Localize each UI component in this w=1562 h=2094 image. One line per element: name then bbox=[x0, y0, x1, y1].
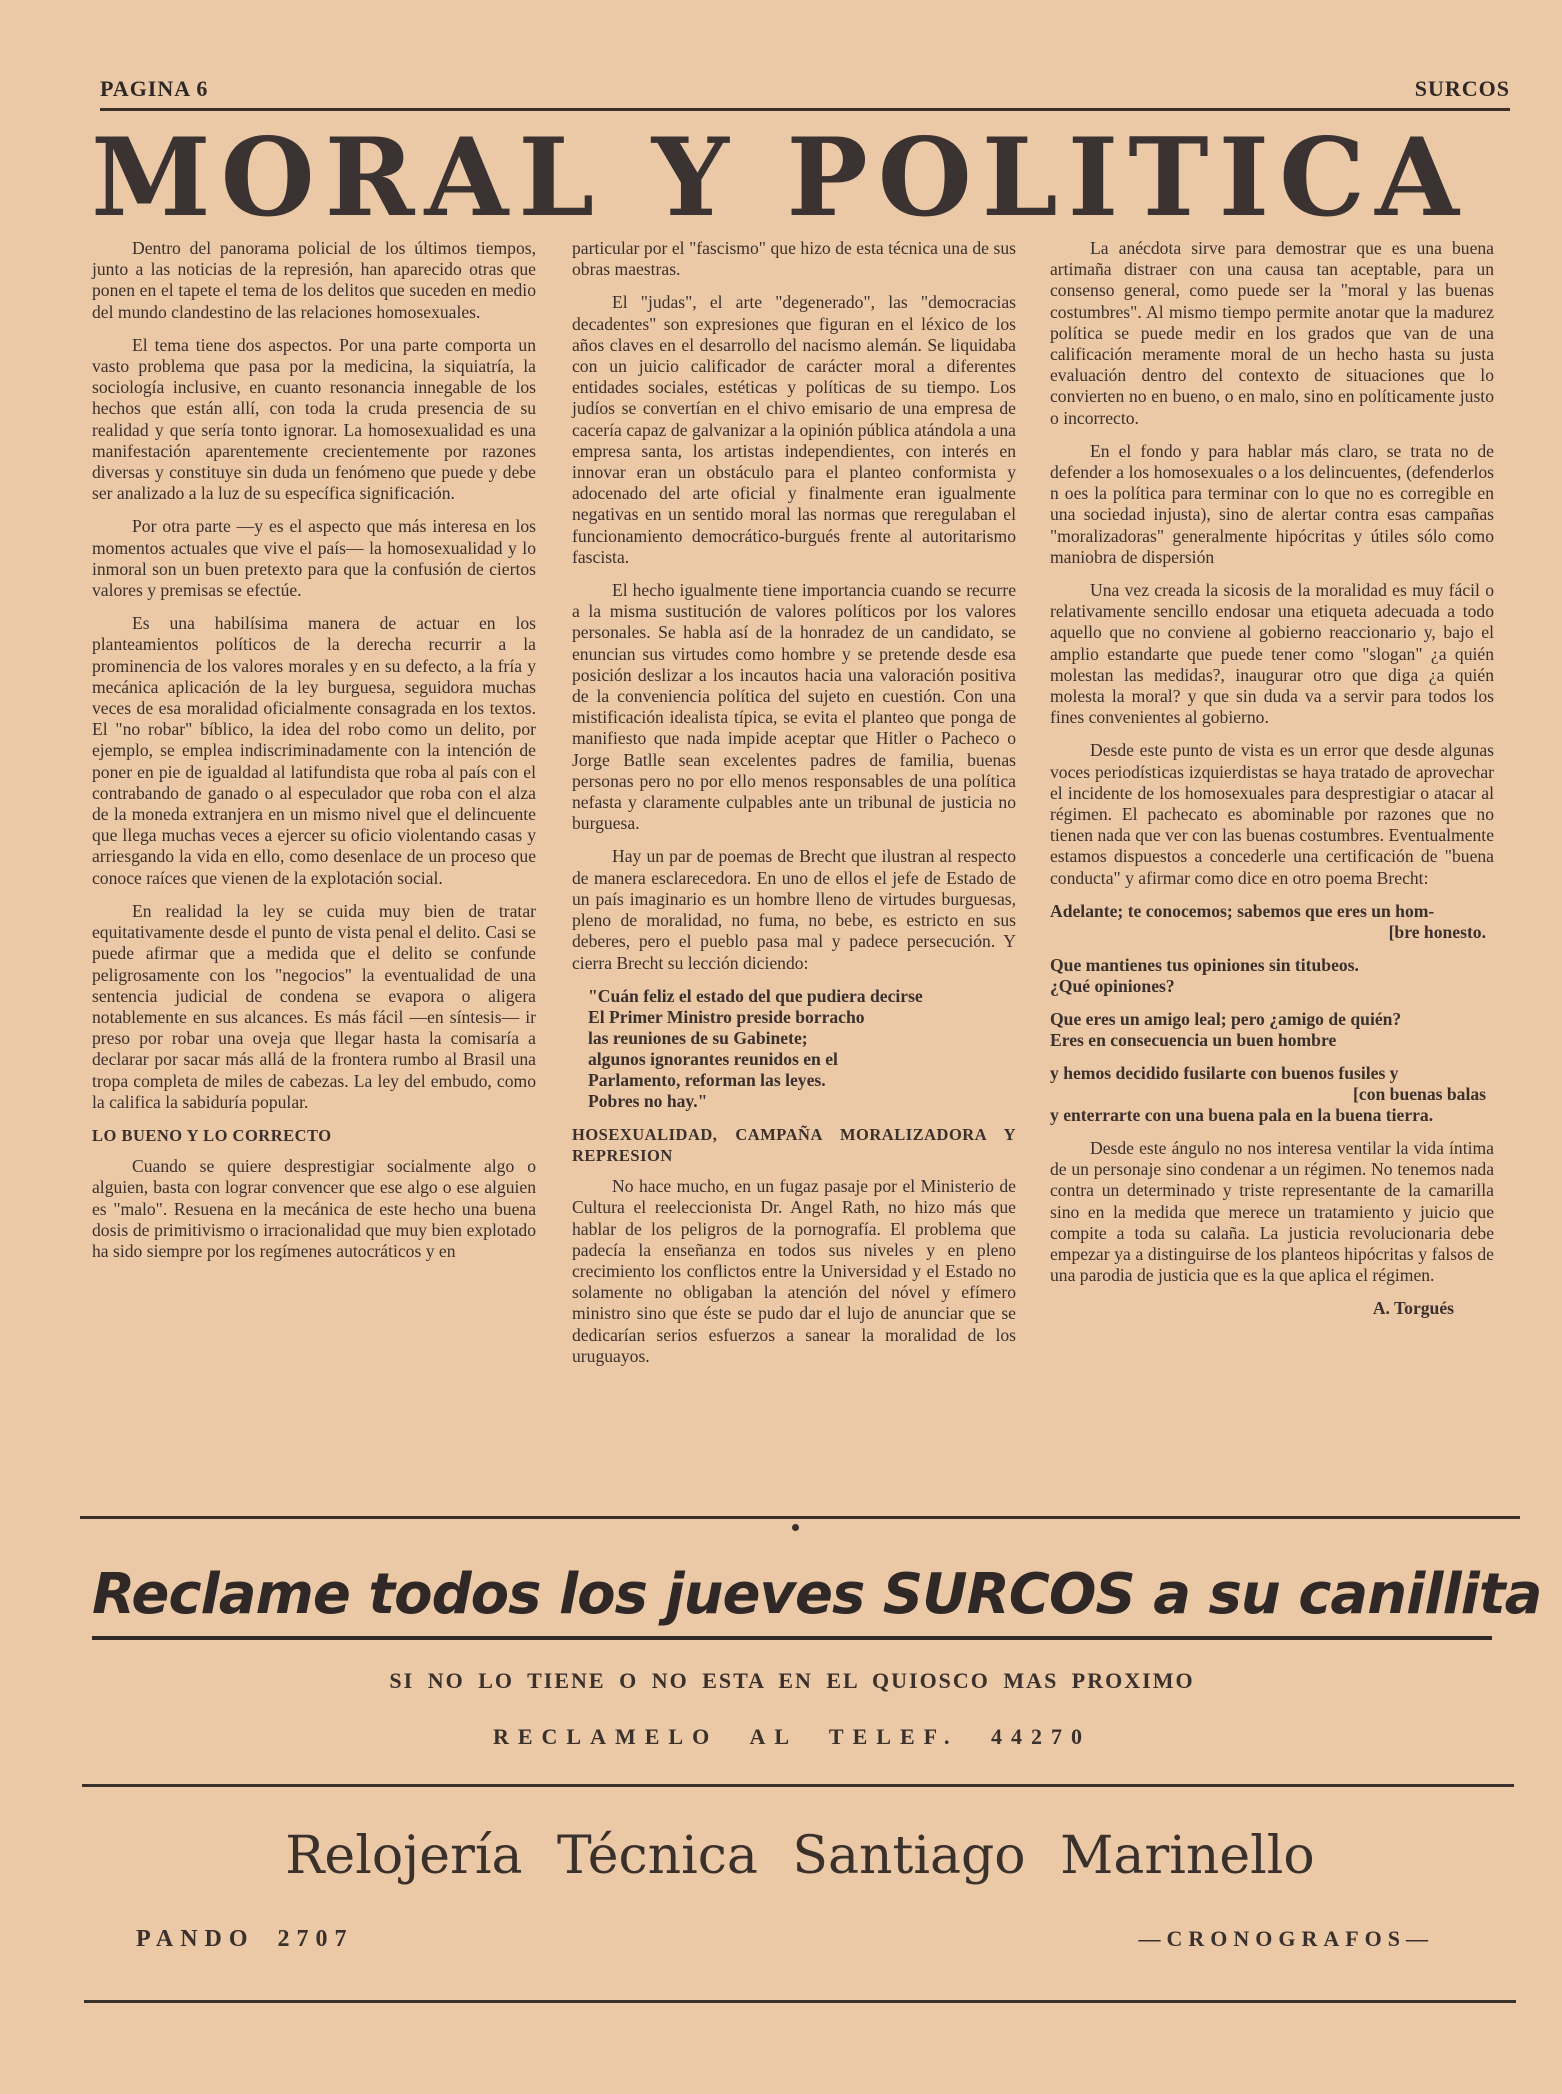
section-divider bbox=[80, 1516, 1520, 1519]
surcos-ad-underline bbox=[92, 1636, 1492, 1640]
paragraph: Hay un par de poemas de Brecht que ilustran al respecto de manera esclarecedora. En uno de ellos el jefe de Estado de un país imaginario es un hombre lleno de virtudes burguesas, pleno de moralidad, no fuma, no bebe, es estricto en sus deberes, pero el pueblo pasa mal y padece persecución. Y cierra Brecht su lección diciendo: bbox=[572, 846, 1016, 973]
article-title: MORAL Y POLITICA bbox=[91, 115, 1469, 241]
paragraph: Es una habilísima manera de actuar en los planteamientos políticos de la derecha recurrir a la prominencia de los valores morales y en su defecto, a la fría y mecánica aplicación de la ley burguesa, seguidora muchas veces de esa moralidad oficialmente consagrada en los textos. El "no robar" bíblico, la idea del robo como un delito, por ejemplo, se emplea indiscriminadamente con la intención de poner en pie de igualdad al latifundista que roba al país con el contrabando de ganado o al especulador que roba con el alza de la moneda extranjera en un mismo nivel que el delincuente que llega muchas veces a ejercer su oficio violentando casas y arriesgando la vida en ello, como desenlace de un proceso que conoce raíces que vienen de la explotación social. bbox=[92, 613, 536, 888]
paragraph: Desde este punto de vista es un error que desde algunas voces periodísticas izquierdistas se haya tratado de aprovechar el incidente de los homosexuales para desprestigiar o atacar al régimen. El pachecato es abominable por razones que no tienen nada que ver con las buenas costumbres. Eventualmente estamos dispuestos a concederle una certificación de "buena conducta" y afirmar como dice en otro poema Brecht: bbox=[1050, 740, 1494, 888]
publication-name: SURCOS bbox=[1414, 76, 1510, 101]
article-column-1 bbox=[92, 238, 536, 1478]
poem-line: Pobres no hay." bbox=[588, 1090, 708, 1111]
paragraph: En el fondo y para hablar más claro, se trata no de defender a los homosexuales o a los delincuentes, (defenderlos n oes la política para terminar con lo que no es corregible en una sociedad injusta), sino de alertar contra esas campañas "moralizadoras" generalmente hipócritas y útiles sólo como maniobra de dispersión bbox=[1050, 440, 1494, 567]
verse-continuation: Eres en consecuencia un buen hombre bbox=[1050, 1029, 1337, 1050]
paragraph: El hecho igualmente tiene importancia cuando se recurre a la misma sustitución de valores políticos por los valores personales. Se habla así de la honradez de un candidato, se enuncian sus virtudes como hombre y se pretende desde esa posición deslizar a los incautos hacia una valoración positiva de la conveniencia política del sujeto en cuestión. Con una mistificación idealista típica, se evita el planteo que ponga de manifiesto que nada impide aceptar que Hitler o Pacheco o Jorge Batlle sean excelentes padres de familia, buenas personas pero no por ello menos responsables de una política nefasta y claramente culpables ante un tribunal de justicia no burguesa. bbox=[572, 580, 1016, 834]
page-number: PAGINA 6 bbox=[100, 76, 209, 101]
verse-line: Que eres un amigo leal; pero ¿amigo de quién? bbox=[1050, 1008, 1402, 1029]
verse-continuation: [bre honesto. bbox=[1388, 921, 1486, 942]
surcos-ad-headline: Reclame todos los jueves SURCOS a su canillita bbox=[92, 1562, 1542, 1627]
paragraph: La anécdota sirve para demostrar que es una buena artimaña distraer con una causa tan aceptable, para un consenso general, como puede ser la "moral y las buenas costumbres". Al mismo tiempo permite anotar que la madurez política se puede medir en los grados que van de una calificación meramente moral de un hecho hasta su justa evaluación dentro del contexto de situaciones que lo convierten no en bueno, o en malo, sino en políticamente justo o incorrecto. bbox=[1050, 238, 1494, 428]
header-rule bbox=[100, 108, 1510, 111]
paragraph: No hace mucho, en un fugaz pasaje por el Ministerio de Cultura el reeleccionista Dr. Angel Rath, no hizo más que hablar de los peligros de la pornografía. El problema que padecía la enseñanza en todos sus niveles y en pleno crecimiento los conflictos entre la Universidad y el Estado no solamente no obligaban la atención del nóvel y efímero ministro sino que éste se pudo dar el lujo de anunciar que se dedicarían serios esfuerzos a sanear la moralidad de los uruguayos. bbox=[572, 1176, 1016, 1366]
brecht-verse bbox=[1050, 1105, 1494, 1126]
bottom-rule bbox=[84, 2000, 1516, 2003]
verse-continuation: [con buenas balas bbox=[1353, 1083, 1486, 1104]
article-column-3 bbox=[1050, 238, 1494, 1478]
verse-line: y enterrarte con una buena pala en la buena tierra. bbox=[1050, 1104, 1434, 1125]
verse-line: y hemos decidido fusilarte con buenos fusiles y bbox=[1050, 1062, 1399, 1083]
paragraph: Por otra parte —y es el aspecto que más interesa en los momentos actuales que vive el país— la homosexualidad y lo inmoral son un buen pretexto para que la confusión de ciertos valores y premisas se efectúe. bbox=[92, 516, 536, 601]
paragraph: Cuando se quiere desprestigiar socialmente algo o alguien, basta con lograr convencer que ese algo o ese alguien es "malo". Resuena en la mecánica de este hecho una buena dosis de primitivismo o irracionalidad que muy bien explotado ha sido siempre por los regímenes autocráticos y en bbox=[92, 1156, 536, 1261]
paragraph: El "judas", el arte "degenerado", las "democracias decadentes" son expresiones que figuran en el léxico de los años claves en el desarrollo del nacismo alemán. Se liquidaba con un juicio calificador de carácter moral a diferentes entidades sociales, estéticas y políticas de su tiempo. Los judíos se convertían en el chivo emisario de una empresa de cacería capaz de galvanizar a la opinión pública atándola a una empresa santa, los artistas independientes, con interés en innovar eran un obstáculo para el planteo conformista y adocenado del arte oficial y finalmente eran igualmente negativas en un sentido moral las normas que reregulaban el funcionamiento democrático-burgués frente al autoritarismo fascista. bbox=[572, 292, 1016, 567]
paragraph: particular por el "fascismo" que hizo de esta técnica una de sus obras maestras. bbox=[572, 238, 1016, 280]
brecht-verse bbox=[1050, 955, 1494, 997]
relojeria-ad-name: Relojería Técnica Santiago Marinello bbox=[285, 1826, 1315, 1886]
verse-line: Que mantienes tus opiniones sin titubeos. bbox=[1050, 954, 1359, 975]
paragraph: En realidad la ley se cuida muy bien de tratar equitativamente desde el punto de vista penal el delito. Casi se puede afirmar que a medida que el delito se confunde peligrosamente con los "negocios" la eventualidad de una sentencia judicial de condena se evapora o aligera notablemente en sus alcances. Es más fácil —en síntesis— ir preso por robar una oveja que llegar hasta la comisaría a declarar por sacar más allá de la frontera rumbo al Brasil una tropa completa de miles de cabezas. La ley del embudo, como la califica la sabiduría popular. bbox=[92, 900, 536, 1112]
relojeria-ad-address: PANDO 2707 bbox=[136, 1926, 354, 1952]
paragraph: Desde este ángulo no nos interesa ventilar la vida íntima de un personaje sino condenar a un régimen. No tenemos nada contra un determinado y triste representante de la camarilla sino en la medida que merece un tratamiento y juicio que compite a toda su calaña. La justicia revolucionaria debe empezar ya a distinguirse de los planteos hipócritas y falsos de una parodia de justicia que es la que aplica el régimen. bbox=[1050, 1137, 1494, 1286]
poem-line: "Cuán feliz el estado del que pudiera decirse bbox=[588, 985, 923, 1006]
poem-line: las reuniones de su Gabinete; bbox=[588, 1027, 808, 1048]
page-header bbox=[100, 76, 1510, 106]
poem-line: Parlamento, reforman las leyes. bbox=[588, 1069, 826, 1090]
author-signature: A. Torgués bbox=[1372, 1298, 1454, 1319]
section-heading: LO BUENO Y LO CORRECTO bbox=[92, 1125, 332, 1145]
paragraph: El tema tiene dos aspectos. Por una parte comporta un vasto problema que pasa por la medicina, la siquiatría, la sociología inclusive, en cuanto resonancia innegable de los hechos que están allí, con toda la cruda presencia de su realidad y que sería tonto ignorar. La homosexualidad es una manifestación aparentemente crecientemente por razones diversas y constituye sin duda un fenómeno que puede y debe ser analizado a la luz de su específica significación. bbox=[92, 334, 536, 504]
paragraph: Dentro del panorama policial de los últimos tiempos, junto a las noticias de la represión, han aparecido otras que ponen en el tapete el tema de los delitos que suceden en medio del mundo clandestino de las relaciones homosexuales. bbox=[92, 238, 536, 322]
divider-dot bbox=[792, 1524, 799, 1531]
brecht-verse bbox=[1050, 1063, 1494, 1105]
section-heading: HOSEXUALIDAD, CAMPAÑA MORALIZADORA Y REPRESION bbox=[572, 1124, 1016, 1165]
surcos-ad-line-1: SI NO LO TIENE O NO ESTA EN EL QUIOSCO MAS PROXIMO bbox=[389, 1668, 1195, 1693]
brecht-verse bbox=[1050, 901, 1494, 943]
verse-line: Adelante; te conocemos; sabemos que eres un hom- bbox=[1050, 900, 1435, 921]
ad-divider bbox=[82, 1784, 1514, 1787]
verse-continuation: ¿Qué opiniones? bbox=[1050, 975, 1175, 996]
paragraph: Una vez creada la sicosis de la moralidad es muy fácil o relativamente sencillo endosar una etiqueta adecuada a todo aquello que no conviene al gobierno reaccionario y, bajo el amplio estandarte que puede tener como "slogan" ¿a quién molestan las medidas?, inaugurar otro que diga ¿a quién molesta la moral? y que sin duda va a servir para todos los fines convenientes al gobierno. bbox=[1050, 580, 1494, 728]
brecht-verse bbox=[1050, 1009, 1494, 1051]
surcos-ad-phone: RECLAMELO AL TELEF. 44270 bbox=[492, 1724, 1092, 1749]
poem-line: El Primer Ministro preside borracho bbox=[588, 1006, 865, 1027]
brecht-poem bbox=[588, 986, 1016, 1112]
poem-line: algunos ignorantes reunidos en el bbox=[588, 1048, 838, 1069]
article-column-2 bbox=[572, 238, 1016, 1478]
relojeria-ad-product: —CRONOGRAFOS— bbox=[1138, 1926, 1434, 1951]
